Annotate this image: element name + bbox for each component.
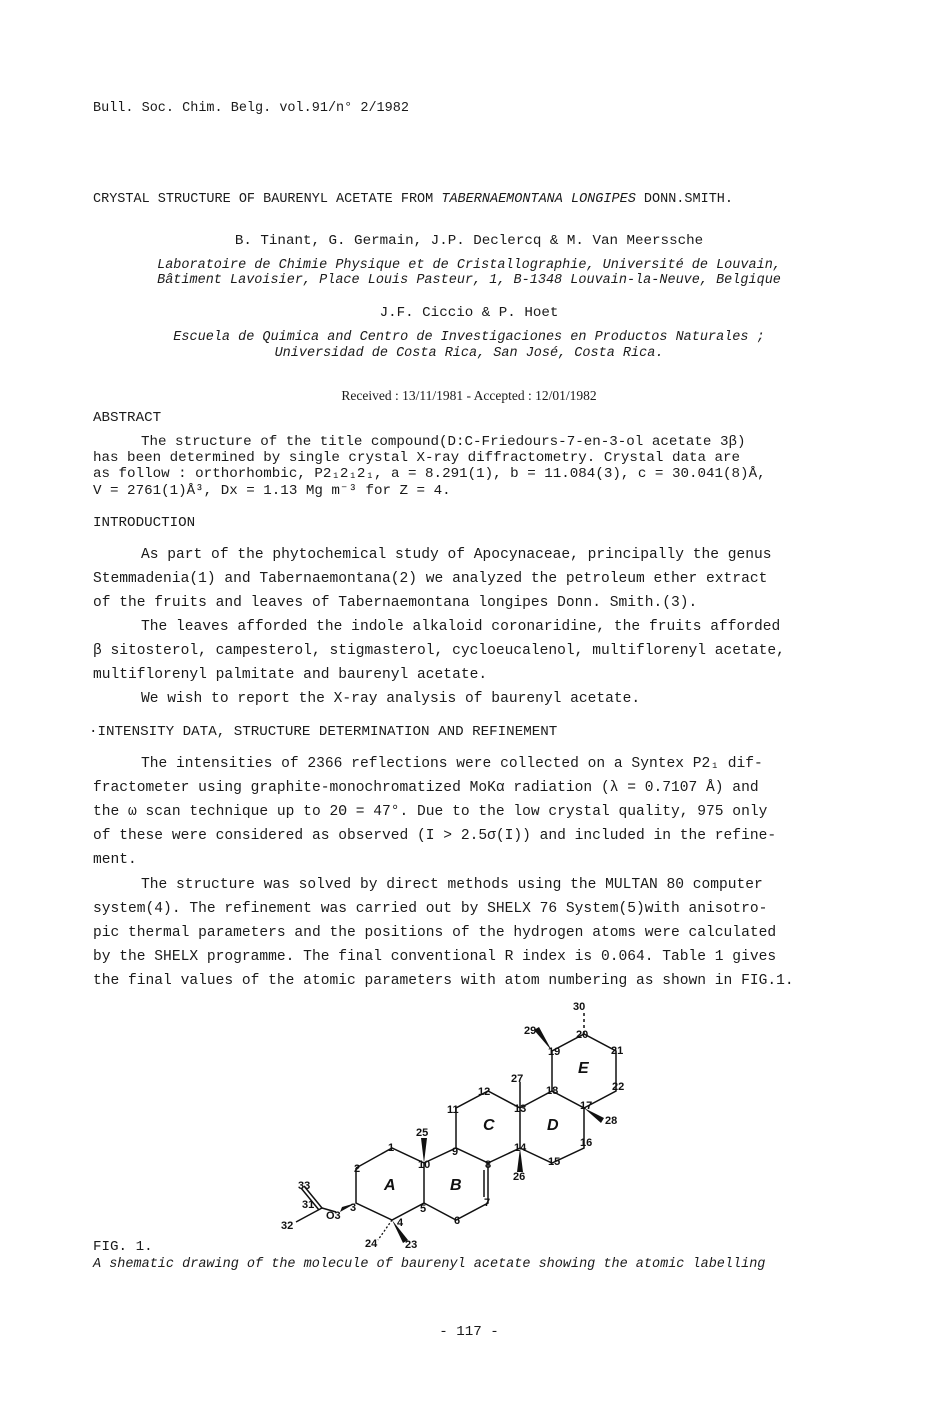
atom-label-3: 3 bbox=[350, 1202, 357, 1214]
atom-label-20: 20 bbox=[576, 1029, 589, 1041]
affiliation-primary-line-1: Laboratoire de Chimie Physique et de Cristallographie, Université de Louvain, bbox=[157, 258, 781, 273]
methods-line-3: the ω scan technique up to 2Θ = 47°. Due to the low crystal quality, 975 only bbox=[93, 804, 768, 820]
abstract-line-3: as follow : orthorhombic, P2₁2₁2₁, a = 8.291(1), b = 11.084(3), c = 30.041(8)Å, bbox=[93, 466, 766, 482]
methods-line-9: by the SHELX programme. The final conventional R index is 0.064. Table 1 gives bbox=[93, 949, 777, 965]
affiliation-secondary-line-1: Escuela de Quimica and Centro de Investigaciones en Productos Naturales ; bbox=[173, 330, 765, 345]
received-accepted: Received : 13/11/1981 - Accepted : 12/01/1982 bbox=[341, 388, 597, 403]
atom-label-1: 1 bbox=[388, 1142, 395, 1154]
atom-label-18: 18 bbox=[546, 1085, 559, 1097]
methods-line-10: the final values of the atomic parameters with atom numbering as shown in FIG.1. bbox=[93, 973, 794, 989]
atom-label-8: 8 bbox=[485, 1159, 492, 1171]
title-prefix: CRYSTAL STRUCTURE OF BAURENYL ACETATE FROM bbox=[93, 192, 442, 207]
atom-label-13: 13 bbox=[514, 1103, 527, 1115]
abstract-heading: ABSTRACT bbox=[93, 410, 162, 426]
methods-line-5: ment. bbox=[93, 852, 137, 868]
methods-heading: ·INTENSITY DATA, STRUCTURE DETERMINATION AND REFINEMENT bbox=[89, 724, 558, 740]
ring-label-e: E bbox=[578, 1060, 589, 1077]
methods-line-7: system(4). The refinement was carried out by SHELX 76 System(5)with anisotro- bbox=[93, 901, 768, 917]
introduction-heading: INTRODUCTION bbox=[93, 515, 196, 531]
atom-label-24: 24 bbox=[365, 1238, 378, 1250]
methods-line-2: fractometer using graphite-monochromatized MoKα radiation (λ = 0.7107 Å) and bbox=[93, 780, 759, 796]
intro-line-6: multiflorenyl palmitate and baurenyl acetate. bbox=[93, 667, 488, 683]
title-species: TABERNAEMONTANA LONGIPES bbox=[441, 192, 636, 207]
abstract-line-4: V = 2761(1)Å³, Dx = 1.13 Mg m⁻³ for Z = 4. bbox=[93, 483, 451, 499]
atom-label-4: 4 bbox=[397, 1217, 404, 1229]
atom-label-28: 28 bbox=[605, 1115, 618, 1127]
atom-label-21: 21 bbox=[611, 1045, 624, 1057]
ring-label-a: A bbox=[384, 1177, 396, 1194]
ring-labels bbox=[383, 1060, 593, 1194]
atom-label-17: 17 bbox=[580, 1100, 593, 1112]
atom-label-30: 30 bbox=[573, 1001, 586, 1013]
atom-label-6: 6 bbox=[454, 1215, 461, 1227]
affiliation-secondary-line-2: Universidad de Costa Rica, San José, Costa Rica. bbox=[274, 346, 664, 361]
authors-primary: B. Tinant, G. Germain, J.P. Declercq & M. Van Meerssche bbox=[234, 233, 704, 249]
intro-line-2: Stemmadenia(1) and Tabernaemontana(2) we analyzed the petroleum ether extract bbox=[93, 571, 768, 587]
affiliation-primary-line-2: Bâtiment Lavoisier, Place Louis Pasteur, 1, B-1348 Louvain-la-Neuve, Belgique bbox=[157, 273, 781, 288]
page-number: - 117 - bbox=[439, 1324, 499, 1340]
authors-secondary: J.F. Ciccio & P. Hoet bbox=[379, 305, 559, 321]
abstract-line-2: has been determined by single crystal X-ray diffractometry. Crystal data are bbox=[93, 450, 741, 466]
atom-label-2: 2 bbox=[354, 1163, 361, 1175]
methods-line-6: The structure was solved by direct methods using the MULTAN 80 computer bbox=[141, 877, 763, 893]
ring-label-d: D bbox=[547, 1117, 559, 1134]
atom-label-11: 11 bbox=[447, 1104, 459, 1116]
atom-label-29: 29 bbox=[524, 1025, 537, 1037]
atom-label-7: 7 bbox=[484, 1197, 491, 1209]
atom-label-15: 15 bbox=[548, 1156, 561, 1168]
intro-line-7: We wish to report the X-ray analysis of baurenyl acetate. bbox=[141, 691, 641, 707]
hash-bonds bbox=[378, 1220, 392, 1240]
molecule-diagram bbox=[270, 995, 650, 1250]
atom-label-9: 9 bbox=[452, 1146, 459, 1158]
ring-label-b: B bbox=[450, 1177, 462, 1194]
intro-line-1: As part of the phytochemical study of Apocynaceae, principally the genus bbox=[141, 547, 772, 563]
atom-label-10: 10 bbox=[418, 1159, 431, 1171]
ring-label-c: C bbox=[483, 1117, 495, 1134]
atom-label-33: 33 bbox=[298, 1180, 311, 1192]
atom-label-5: 5 bbox=[420, 1203, 427, 1215]
title-suffix: DONN.SMITH. bbox=[635, 192, 734, 207]
intro-line-5: β sitosterol, campesterol, stigmasterol, cycloeucalenol, multiflorenyl acetate, bbox=[93, 643, 785, 659]
atom-label-26: 26 bbox=[513, 1171, 526, 1183]
atom-label-27: 27 bbox=[511, 1073, 524, 1085]
intro-line-3: of the fruits and leaves of Tabernaemontana longipes Donn. Smith.(3). bbox=[93, 595, 698, 611]
atom-label-14: 14 bbox=[514, 1142, 527, 1154]
figure-caption: A shematic drawing of the molecule of baurenyl acetate showing the atomic labelling bbox=[93, 1257, 766, 1272]
hash-4-24 bbox=[378, 1220, 392, 1240]
atom-label-23: 23 bbox=[405, 1239, 418, 1250]
figure-label: FIG. 1. bbox=[93, 1239, 153, 1255]
atom-label-22: 22 bbox=[612, 1081, 625, 1093]
atom-label-12: 12 bbox=[478, 1086, 491, 1098]
methods-line-8: pic thermal parameters and the positions of the hydrogen atoms were calculated bbox=[93, 925, 777, 941]
abstract-line-1: The structure of the title compound(D:C-Friedours-7-en-3-ol acetate 3β) bbox=[141, 434, 746, 450]
atom-label-o3: O3 bbox=[326, 1210, 341, 1222]
methods-line-1: The intensities of 2366 reflections were collected on a Syntex P2₁ dif- bbox=[141, 756, 763, 772]
atom-label-31: 31 bbox=[302, 1199, 315, 1211]
wedge-bonds bbox=[340, 1027, 604, 1243]
paper-title bbox=[93, 192, 733, 207]
intro-line-4: The leaves afforded the indole alkaloid coronaridine, the fruits afforded bbox=[141, 619, 781, 635]
journal-header: Bull. Soc. Chim. Belg. vol.91/n° 2/1982 bbox=[93, 101, 409, 116]
methods-line-4: of these were considered as observed (I > 2.5σ(I)) and included in the refine- bbox=[93, 828, 777, 844]
atom-label-16: 16 bbox=[580, 1137, 593, 1149]
atom-labels bbox=[281, 1001, 624, 1250]
atom-label-19: 19 bbox=[548, 1046, 561, 1058]
atom-label-32: 32 bbox=[281, 1220, 294, 1232]
atom-label-25: 25 bbox=[416, 1127, 429, 1139]
